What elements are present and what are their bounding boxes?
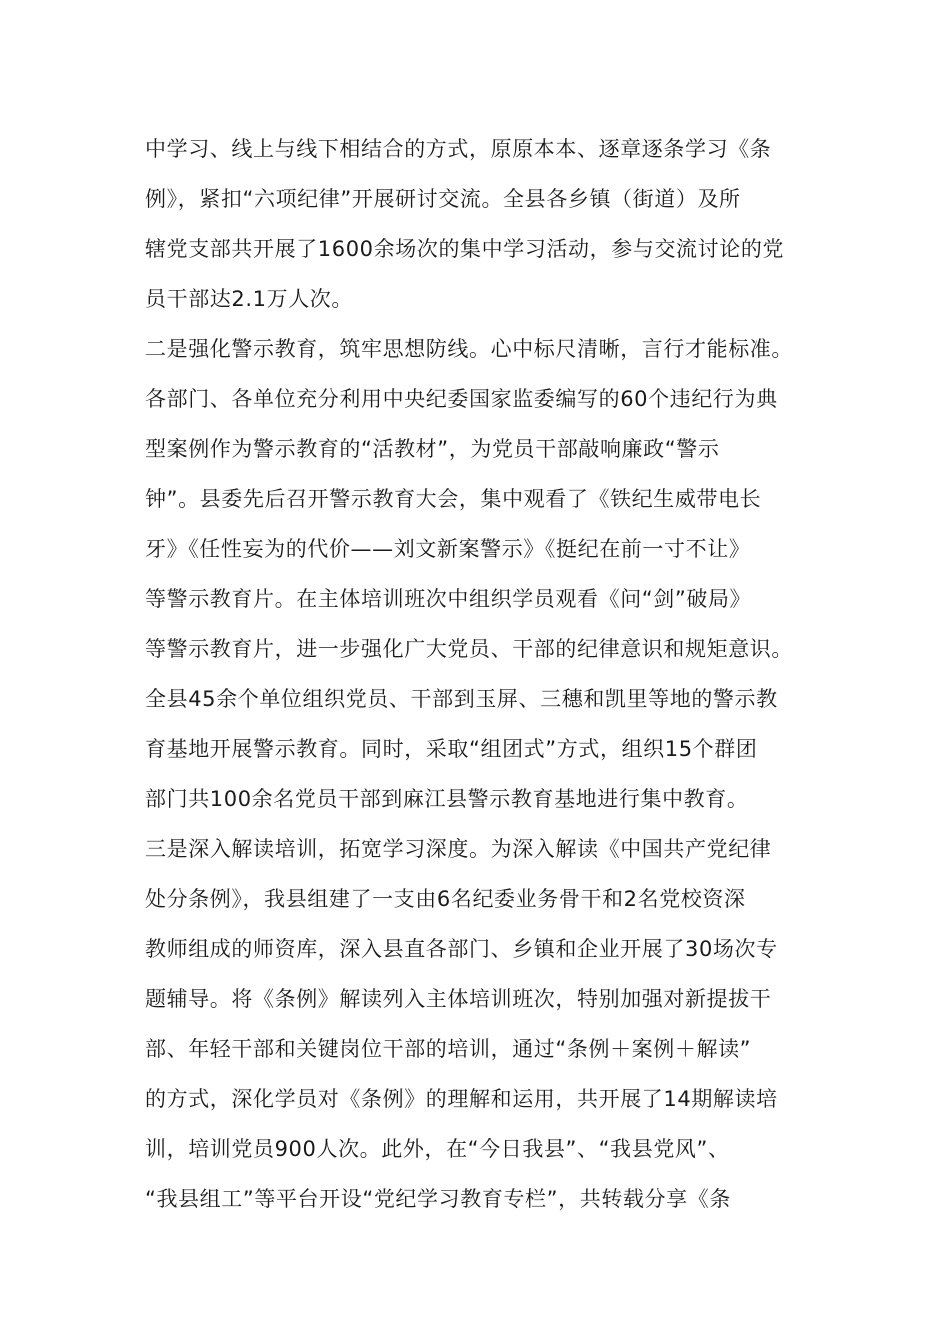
- text-line: 二是强化警示教育，筑牢思想防线。心中标尺清晰，言行才能标准。: [145, 337, 793, 361]
- text-line: 部门共100余名党员干部到麻江县警示教育基地进行集中教育。: [145, 787, 749, 811]
- text-line: 的方式，深化学员对《条例》的理解和运用，共开展了14期解读培: [145, 1087, 778, 1111]
- text-line: 三是深入解读培训，拓宽学习深度。为深入解读《中国共产党纪律: [145, 837, 772, 861]
- text-line: 各部门、各单位充分利用中央纪委国家监委编写的60个违纪行为典: [145, 387, 778, 411]
- text-line: 育基地开展警示教育。同时，采取“组团式”方式，组织15个群团: [145, 737, 758, 761]
- text-line: 全县45余个单位组织党员、干部到玉屏、三穗和凯里等地的警示教: [145, 687, 778, 711]
- text-line: 辖党支部共开展了1600余场次的集中学习活动，参与交流讨论的党: [145, 237, 785, 261]
- text-line: “我县组工”等平台开设“党纪学习教育专栏”，共转载分享《条: [145, 1187, 731, 1211]
- text-line: 型案例作为警示教育的“活教材”，为党员干部敲响廉政“警示: [145, 437, 720, 461]
- text-line: 题辅导。将《条例》解读列入主体培训班次，特别加强对新提拔干: [145, 987, 772, 1011]
- text-line: 等警示教育片，进一步强化广大党员、干部的纪律意识和规矩意识。: [145, 637, 793, 661]
- text-line: 等警示教育片。在主体培训班次中组织学员观看《问“剑”破局》: [145, 587, 752, 611]
- text-line: 牙》《任性妄为的代价——刘文新案警示》《挺纪在前一寸不让》: [145, 537, 751, 561]
- text-line: 部、年轻干部和关键岗位干部的培训，通过“条例＋案例＋解读”: [145, 1037, 752, 1061]
- text-line: 员干部达2.1万人次。: [145, 287, 353, 311]
- text-line: 钟”。县委先后召开警示教育大会，集中观看了《铁纪生威带电长: [145, 487, 762, 511]
- text-line: 训，培训党员900人次。此外，在“今日我县”、“我县党风”、: [145, 1137, 730, 1161]
- document-body: [145, 124, 817, 1224]
- text-line: 教师组成的师资库，深入县直各部门、乡镇和企业开展了30场次专: [145, 937, 778, 961]
- text-line: 中学习、线上与线下相结合的方式，原原本本、逐章逐条学习《条: [145, 137, 772, 161]
- text-line: 处分条例》，我县组建了一支由6名纪委业务骨干和2名党校资深: [145, 887, 746, 911]
- text-line: 例》，紧扣“六项纪律”开展研讨交流。全县各乡镇（街道）及所: [145, 187, 741, 211]
